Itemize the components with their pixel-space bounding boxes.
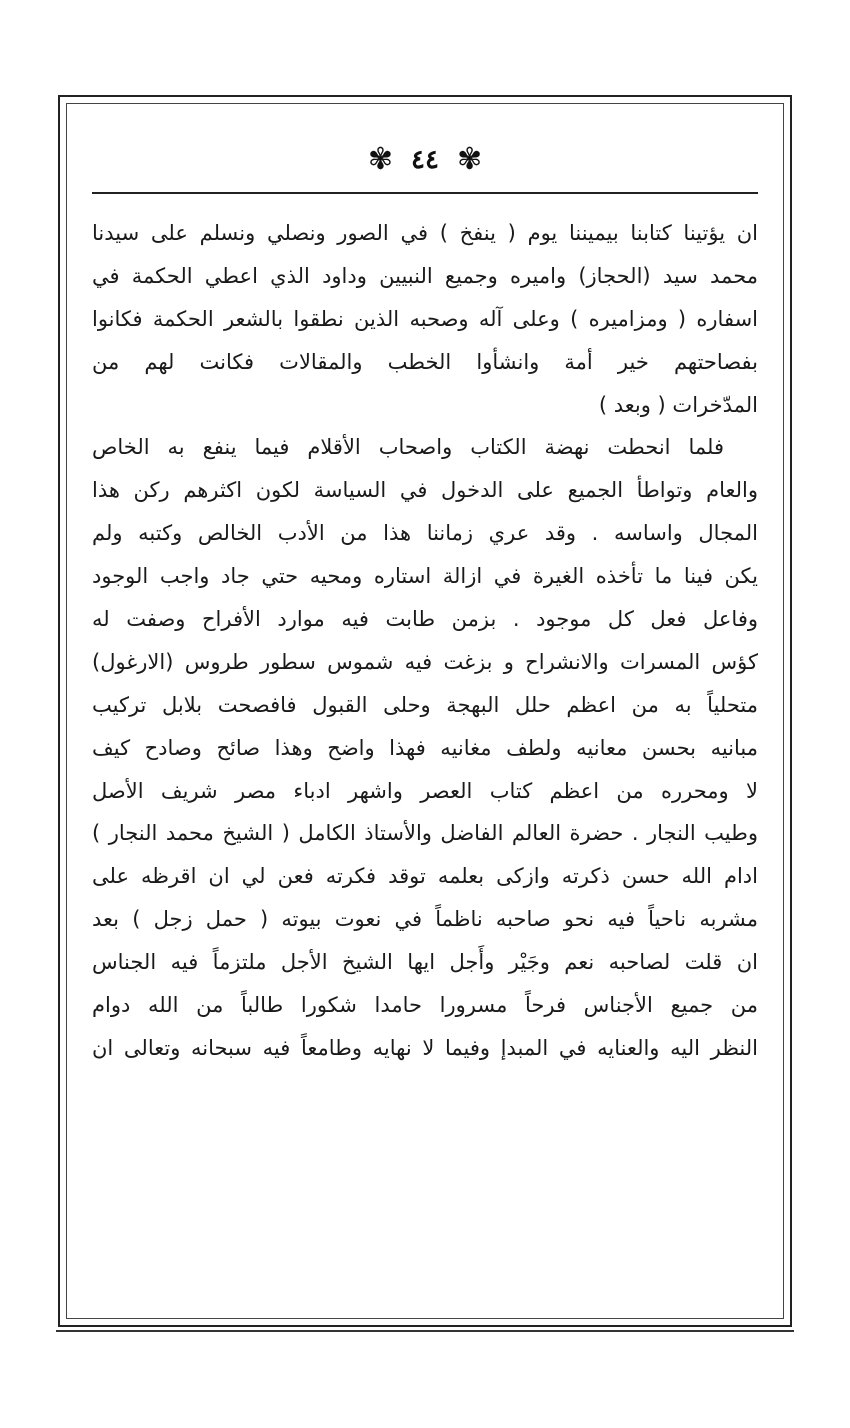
page-number: ٤٤: [411, 145, 439, 175]
text-line: مبانيه بحسن معانيه ولطف مغانيه فهذا واضح وهذا صائح وصادح كيف: [92, 735, 758, 760]
paragraph-2: [92, 426, 758, 1069]
page-header: [66, 138, 784, 182]
text-line: ادام الله حسن ذكرته وازكى بعلمه توقد فكرته فعن لي ان اقرظه على: [92, 864, 758, 889]
header-rule: [92, 192, 758, 194]
text-line: بفصاحتهم خير أمة وانشأوا الخطب والمقالات فكانت لهم من: [92, 349, 758, 374]
floral-ornament-icon: ✾: [367, 142, 394, 177]
floral-ornament-icon: ✾: [456, 142, 483, 177]
paragraph-1: [92, 212, 758, 426]
text-line: النظر اليه والعنايه في المبدإ وفيما لا نهايه وطامعاً فيه سبحانه وتعالى ان: [92, 1035, 758, 1060]
bottom-rule: [56, 1330, 794, 1332]
text-line: يكن فينا ما تأخذه الغيرة في ازالة استاره ومحيه حتي جاد واجب الوجود: [92, 564, 758, 589]
text-line: مشربه ناحياً فيه نحو صاحبه ناظماً في نعوت بيوته ( حمل زجل ) بعد: [92, 907, 758, 932]
text-line: وفاعل فعل كل موجود . بزمن طابت فيه موارد الأفراح وصفت له: [92, 607, 758, 632]
text-line: محمد سيد (الحجاز) واميره وجميع النبيين وداود الذي اعطي الحكمة في: [92, 263, 758, 288]
text-line: كؤس المسرات والانشراح و بزغت فيه شموس سطور طروس (الارغول): [92, 649, 758, 674]
text-line: ان يؤتينا كتابنا بيميننا يوم ( ينفخ ) في الصور ونصلي ونسلم على سيدنا: [92, 221, 758, 245]
text-line: فلما انحطت نهضة الكتاب واصحاب الأقلام فيما ينفع به الخاص: [92, 435, 724, 460]
text-line: متحلياً به من اعظم حلل البهجة وحلى القبول فافصحت بلابل تركيب: [92, 692, 758, 717]
text-line: والعام وتواطأ الجميع على الدخول في السياسة لكون اكثرهم ركن هذا: [92, 478, 758, 503]
text-body: [92, 212, 758, 1070]
text-line: ان قلت لصاحبه نعم وجَيْر وأَجل ايها الشيخ الأجل ملتزماً فيه الجناس: [92, 950, 758, 975]
text-line: وطيب النجار . حضرة العالم الفاضل والأستاذ الكامل ( الشيخ محمد النجار ): [92, 821, 758, 846]
text-line: المجال واساسه . وقد عري زماننا هذا من الأدب الخالص وكتبه ولم: [92, 521, 758, 546]
text-line: لا ومحرره من اعظم كتاب العصر واشهر ادباء مصر شريف الأصل: [92, 778, 758, 803]
text-line: اسفاره ( ومزاميره ) وعلى آله وصحبه الذين نطقوا بالشعر الحكمة فكانوا: [92, 306, 758, 331]
text-line: المدّخرات ( وبعد ): [598, 392, 758, 417]
text-line: من جميع الأجناس فرحاً مسرورا حامدا شكورا طالباً من الله دوام: [92, 993, 758, 1018]
